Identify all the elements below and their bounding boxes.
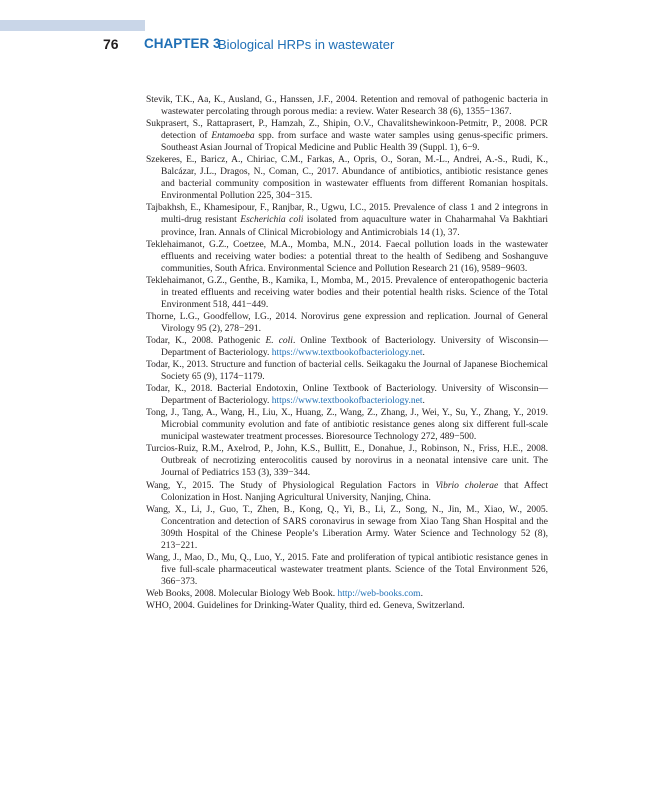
reference-text: .: [422, 347, 425, 358]
reference-text: Szekeres, E., Baricz, A., Chiriac, C.M., Farkas, A., Opris, O., Soran, M.-L., Andrei, A.-S., Rudi, K., Balcázar, J.L., Dragos, N., Coman, C., 2017. Abundance of antibiotics, antibiotic resistance genes and bacterial community composition in wastewater effluents from different Romanian hospitals. Environmental Pollution 225, 304−315.: [146, 155, 548, 202]
reference-entry: [146, 202, 548, 238]
reference-text: Tajbakhsh, E., Khamesipour, F., Ranjbar, R., Ugwu, I.C., 2015. Prevalence of class 1 and 2 integrons in multi-drug resistant: [146, 203, 548, 226]
running-header: [0, 36, 648, 56]
reference-text: Teklehaimanot, G.Z., Coetzee, M.A., Momba, M.N., 2014. Faecal pollution loads in the wastewater effluents and receiving water bodies: a potential threat to the health of Sedibeng and Soshanguve communities, South Africa. Environmental Science and Pollution Research 21 (16), 9589−9603.: [146, 239, 548, 274]
reference-italic-text: E. coli: [265, 335, 293, 346]
reference-entry: [146, 239, 548, 275]
reference-text: WHO, 2004. Guidelines for Drinking-Water Quality, third ed. Geneva, Switzerland.: [146, 600, 465, 611]
reference-text: Wang, Y., 2015. The Study of Physiological Regulation Factors in: [146, 480, 436, 491]
reference-link[interactable]: https://www.textbookofbacteriology.net: [271, 347, 423, 358]
reference-text: Stevik, T.K., Aa, K., Ausland, G., Hanssen, J.F., 2004. Retention and removal of pathogenic bacteria in wastewater percolating through porous media: a review. Water Research 38 (6), 1355−1367.: [146, 95, 548, 118]
reference-text: spp. from surface and waste water samples using genus-specific primers. Southeast Asian Journal of Tropical Medicine and Public Health 39 (Suppl. 1), 6−9.: [161, 131, 549, 154]
reference-entry: [146, 275, 548, 311]
reference-entry: [146, 407, 548, 443]
chapter-title: Biological HRPs in wastewater: [218, 36, 395, 52]
reference-entry: [146, 480, 548, 504]
reference-text: Todar, K., 2013. Structure and function of bacterial cells. Seikagaku the Journal of Japanese Biochemical Society 65 (9), 1174−1179.: [146, 360, 548, 383]
reference-text: .: [422, 396, 425, 407]
reference-entry: [146, 94, 548, 118]
reference-entry: [146, 359, 548, 383]
reference-text: that Affect Colonization in Host. Nanjing Agricultural University, Nanjing, China.: [161, 480, 548, 503]
chapter-label: CHAPTER 3: [144, 36, 221, 51]
reference-italic-text: Escherichia coli: [240, 215, 304, 226]
reference-list: [146, 94, 548, 612]
reference-text: Todar, K., 2018. Bacterial Endotoxin, Online Textbook of Bacteriology. University of Wisconsin—Department of Bacteriology.: [146, 384, 548, 407]
reference-entry: [146, 504, 548, 552]
reference-text: . Online Textbook of Bacteriology. University of Wisconsin—Department of Bacteriology.: [161, 335, 548, 358]
reference-text: Tong, J., Tang, A., Wang, H., Liu, X., Huang, Z., Wang, Z., Zhang, J., Wei, Y., Su, Y., Zhang, Y., 2019. Microbial community evolution and fate of antibiotic resistance genes along six different full-scale municipal wastewater treatment processes. Bioresource Technology 272, 489−500.: [146, 408, 548, 443]
reference-entry: [146, 335, 548, 359]
reference-text: Sukprasert, S., Rattaprasert, P., Hamzah, Z., Shipin, O.V., Chavalitshewinkoon-Petmitr, P., 2008. PCR detection of: [146, 119, 548, 142]
reference-entry: [146, 383, 548, 407]
reference-entry: [146, 311, 548, 335]
header-accent-bar: [0, 20, 145, 31]
page-number: 76: [103, 36, 119, 52]
reference-text: Todar, K., 2008. Pathogenic: [146, 335, 266, 346]
reference-text: .: [420, 588, 423, 599]
reference-text: Wang, J., Mao, D., Mu, Q., Luo, Y., 2015. Fate and proliferation of typical antibiotic resistance genes in five full-scale pharmaceutical wastewater treatment plants. Science of the Total Environment 526, 366−373.: [146, 552, 548, 587]
reference-text: Thorne, L.G., Goodfellow, I.G., 2014. Norovirus gene expression and replication. Journal of General Virology 95 (2), 278−291.: [146, 311, 548, 334]
reference-link[interactable]: http://web-books.com: [337, 588, 421, 599]
reference-entry: [146, 552, 548, 588]
reference-text: Teklehaimanot, G.Z., Genthe, B., Kamika, I., Momba, M., 2015. Prevalence of enteropathogenic bacteria in treated effluents and receiving water bodies and their potential health risks. Science of the Total Environment 518, 441−449.: [146, 275, 548, 310]
reference-entry: [146, 118, 548, 154]
reference-text: Turcios-Ruiz, R.M., Axelrod, P., John, K.S., Bullitt, E., Donahue, J., Robinson, N., Friss, H.E., 2008. Outbreak of necrotizing enterocolitis caused by norovirus in a neonatal intensive care unit. The Journal of Pediatrics 153 (3), 339−344.: [146, 444, 548, 479]
reference-entry: [146, 588, 548, 600]
reference-italic-text: Vibrio cholerae: [435, 480, 499, 491]
reference-text: Web Books, 2008. Molecular Biology Web Book.: [146, 588, 338, 599]
reference-text: Wang, X., Li, J., Guo, T., Zhen, B., Kong, Q., Yi, B., Li, Z., Song, N., Jin, M., Xiao, W., 2005. Concentration and detection of SARS coronavirus in sewage from Xiao Tang Shan Hospital and the 309th Hospital of the Chinese People’s Liberation Army. Water Science and Technology 52 (8), 213−221.: [146, 504, 548, 551]
reference-entry: [146, 443, 548, 479]
reference-text: isolated from aquaculture water in Chaharmahal Va Bakhtiari province, Iran. Annals of Clinical Microbiology and Antimicrobials 14 (1), 37.: [161, 215, 548, 238]
reference-entry: [146, 154, 548, 202]
reference-entry: [146, 600, 548, 612]
reference-link[interactable]: https://www.textbookofbacteriology.net: [271, 396, 423, 407]
reference-italic-text: Entamoeba: [211, 131, 255, 142]
